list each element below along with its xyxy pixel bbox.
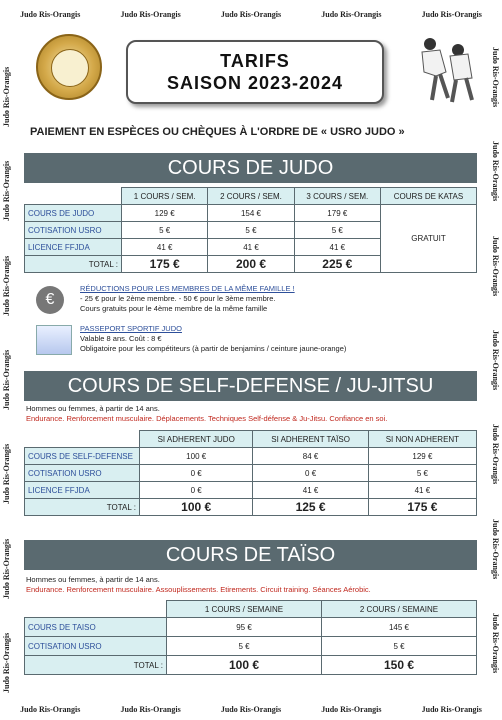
- watermark: Judo Ris-Orangis: [220, 705, 282, 714]
- judo-price-table: [24, 187, 477, 273]
- watermark: Judo Ris-Orangis: [321, 10, 382, 19]
- judoka-illustration: [410, 32, 480, 104]
- watermark: Judo Ris-Orangis: [2, 349, 11, 410]
- judo-cell: 41 €: [294, 239, 380, 256]
- watermark: Judo Ris-Orangis: [321, 705, 382, 714]
- reductions-block: [80, 284, 295, 314]
- watermark: Judo Ris-Orangis: [491, 424, 500, 485]
- title-box: [126, 40, 384, 104]
- taiso-cell: 5 €: [322, 637, 477, 656]
- taiso-intro-line: Hommes ou femmes, à partir de 14 ans.: [26, 575, 160, 584]
- passport-title: PASSEPORT SPORTIF JUDO: [80, 324, 182, 333]
- taiso-total: 100 €: [167, 656, 322, 675]
- self-row-label: LICENCE FFJDA: [25, 482, 140, 499]
- self-defense-intro: [26, 404, 387, 424]
- taiso-price-table: [24, 600, 477, 675]
- judo-total: 225 €: [294, 256, 380, 273]
- watermark: Judo Ris-Orangis: [491, 235, 500, 296]
- taiso-col-header: 2 COURS / SEMAINE: [322, 601, 477, 618]
- self-defense-price-table: [24, 430, 477, 516]
- judo-col-header: 1 COURS / SEM.: [122, 188, 208, 205]
- judo-total-label: TOTAL :: [25, 256, 122, 273]
- self-cell: 129 €: [368, 448, 476, 465]
- top-watermarks: [0, 10, 502, 19]
- judo-cell: 5 €: [208, 222, 294, 239]
- taiso-col-header: 1 COURS / SEMAINE: [167, 601, 322, 618]
- watermark: Judo Ris-Orangis: [491, 329, 500, 391]
- taiso-cell: 145 €: [322, 618, 477, 637]
- club-logo: [36, 34, 102, 100]
- judo-col-header: COURS DE KATAS: [380, 188, 476, 205]
- taiso-cell: 5 €: [167, 637, 322, 656]
- self-cell: 41 €: [253, 482, 368, 499]
- self-cell: 5 €: [368, 465, 476, 482]
- right-watermarks: [490, 40, 500, 700]
- judo-row-label: LICENCE FFJDA: [25, 239, 122, 256]
- watermark: Judo Ris-Orangis: [2, 161, 11, 222]
- watermark: Judo Ris-Orangis: [491, 47, 500, 108]
- euro-icon: €: [36, 286, 64, 314]
- judo-cell: 5 €: [294, 222, 380, 239]
- section-self-defense-heading: COURS DE SELF-DEFENSE / JU-JITSU: [24, 371, 477, 401]
- passport-line: Obligatoire pour les compétiteurs (à partir de benjamins / ceinture jaune-orange): [80, 344, 347, 353]
- katas-cell: GRATUIT: [380, 205, 476, 273]
- watermark: Judo Ris-Orangis: [2, 255, 11, 316]
- watermark: Judo Ris-Orangis: [491, 612, 500, 674]
- watermark: Judo Ris-Orangis: [2, 538, 11, 599]
- title-line1: TARIFS: [220, 51, 290, 71]
- judo-col-header: 2 COURS / SEM.: [208, 188, 294, 205]
- judo-total: 200 €: [208, 256, 294, 273]
- watermark: Judo Ris-Orangis: [421, 705, 482, 714]
- watermark: Judo Ris-Orangis: [2, 444, 11, 505]
- self-total: 100 €: [140, 499, 253, 516]
- judo-row-label: COURS DE JUDO: [25, 205, 122, 222]
- watermark: Judo Ris-Orangis: [220, 10, 282, 19]
- self-cell: 0 €: [253, 465, 368, 482]
- watermark: Judo Ris-Orangis: [421, 10, 482, 19]
- self-cell: 84 €: [253, 448, 368, 465]
- judo-cell: 5 €: [122, 222, 208, 239]
- watermark: Judo Ris-Orangis: [2, 66, 11, 128]
- title-line2: SAISON 2023-2024: [166, 73, 344, 93]
- taiso-row-label: COTISATION USRO: [25, 637, 167, 656]
- taiso-cell: 95 €: [167, 618, 322, 637]
- self-cell: 0 €: [140, 482, 253, 499]
- watermark: Judo Ris-Orangis: [2, 632, 11, 693]
- watermark: Judo Ris-Orangis: [20, 10, 81, 19]
- self-total: 175 €: [368, 499, 476, 516]
- judo-row-label: COTISATION USRO: [25, 222, 122, 239]
- taiso-intro: [26, 575, 371, 595]
- judo-cell: 154 €: [208, 205, 294, 222]
- passport-block: [80, 324, 346, 354]
- passport-icon: [36, 325, 72, 355]
- passport-line: Valable 8 ans. Coût : 8 €: [80, 334, 162, 343]
- self-total: 125 €: [253, 499, 368, 516]
- judo-cell: 129 €: [122, 205, 208, 222]
- watermark: Judo Ris-Orangis: [20, 705, 81, 714]
- bottom-watermarks: [0, 705, 502, 714]
- self-cell: 41 €: [368, 482, 476, 499]
- self-row-label: COURS DE SELF-DEFENSE: [25, 448, 140, 465]
- self-intro: Hommes ou femmes, à partir de 14 ans.: [26, 404, 160, 413]
- self-col-header: SI ADHERENT TAÏSO: [253, 431, 368, 448]
- section-taiso-heading: COURS DE TAÏSO: [24, 540, 477, 570]
- self-row-label: COTISATION USRO: [25, 465, 140, 482]
- watermark: Judo Ris-Orangis: [120, 10, 181, 19]
- self-col-header: SI ADHERENT JUDO: [140, 431, 253, 448]
- self-total-label: TOTAL :: [25, 499, 140, 516]
- reductions-line: - 25 € pour le 2ème membre. - 50 € pour le 3ème membre.: [80, 294, 276, 303]
- taiso-total-label: TOTAL :: [25, 656, 167, 675]
- judo-col-header: 3 COURS / SEM.: [294, 188, 380, 205]
- reductions-title: RÉDUCTIONS POUR LES MEMBRES DE LA MÊME FAMILLE !: [80, 284, 295, 293]
- self-col-header: SI NON ADHERENT: [368, 431, 476, 448]
- reductions-line: Cours gratuits pour le 4ème membre de la même famille: [80, 304, 268, 313]
- self-features: Endurance. Renforcement musculaire. Déplacements. Techniques Self-défense & Ju-Jitsu. Confiance en soi.: [26, 414, 388, 423]
- watermark: Judo Ris-Orangis: [491, 141, 500, 202]
- judo-cell: 41 €: [122, 239, 208, 256]
- taiso-features: Endurance. Renforcement musculaire. Assouplissements. Etirements. Circuit training. Séances Aérobic.: [26, 585, 371, 594]
- watermark: Judo Ris-Orangis: [491, 518, 500, 579]
- self-cell: 0 €: [140, 465, 253, 482]
- self-cell: 100 €: [140, 448, 253, 465]
- taiso-total: 150 €: [322, 656, 477, 675]
- left-watermarks: [2, 40, 12, 700]
- section-judo-heading: COURS DE JUDO: [24, 153, 477, 183]
- judo-cell: 41 €: [208, 239, 294, 256]
- watermark: Judo Ris-Orangis: [120, 705, 181, 714]
- judo-total: 175 €: [122, 256, 208, 273]
- judo-cell: 179 €: [294, 205, 380, 222]
- payment-instructions: PAIEMENT EN ESPÈCES OU CHÈQUES À L'ORDRE DE « USRO JUDO »: [30, 126, 405, 138]
- taiso-row-label: COURS DE TAISO: [25, 618, 167, 637]
